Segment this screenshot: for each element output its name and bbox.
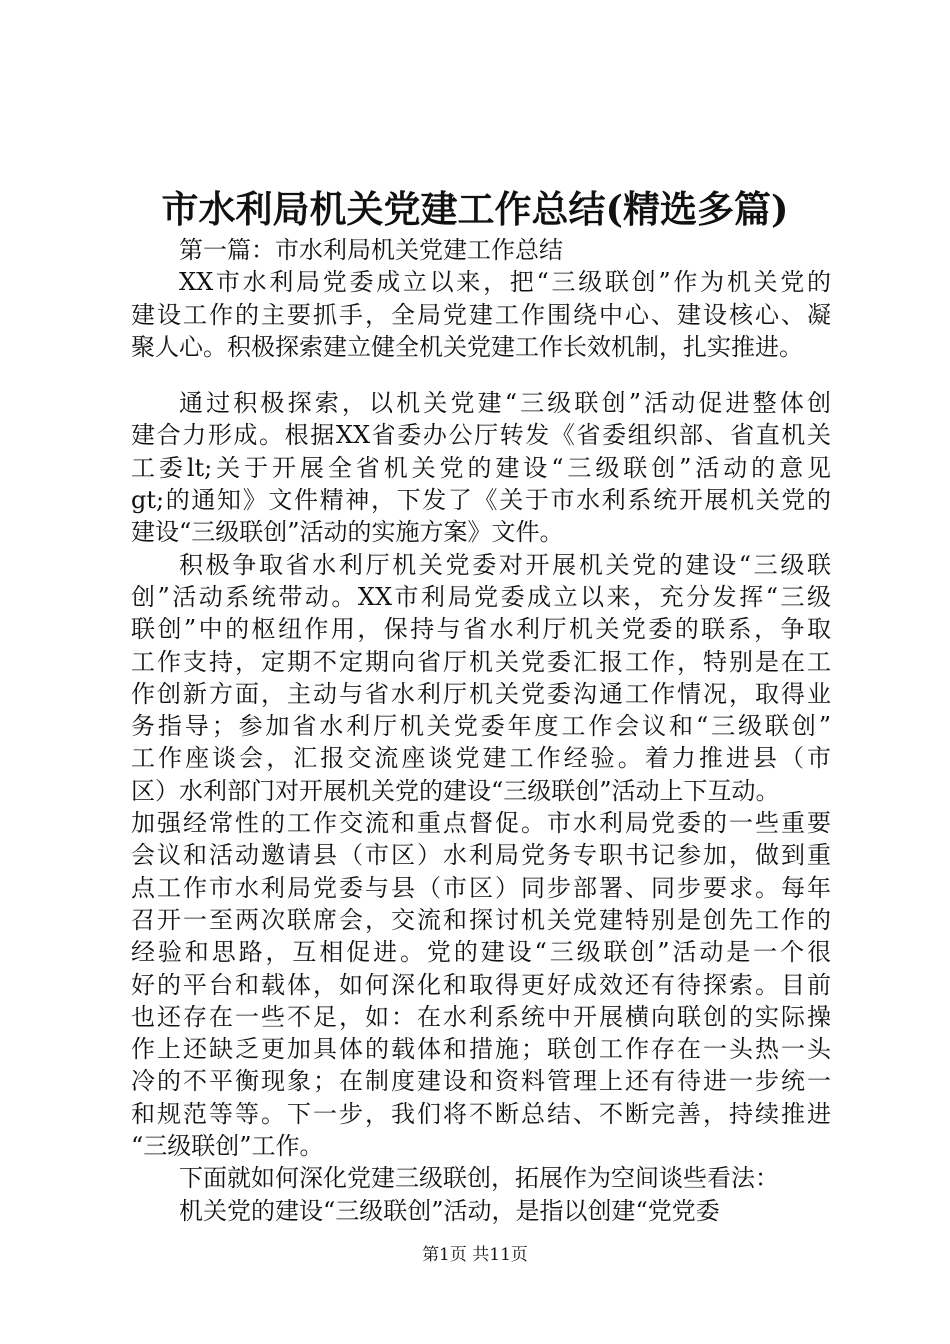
paragraph-line: 冷的不平衡现象；在制度建设和资料管理上还有待进一步统一 [131, 1067, 831, 1096]
paragraph-line: 经验和思路，互相促进。党的建设“三级联创”活动是一个很 [131, 938, 831, 967]
paragraph-line: 下面就如何深化党建三级联创，拓展作为空间谈些看法： [179, 1164, 779, 1193]
document-title: 市水利局机关党建工作总结(精选多篇) [161, 187, 789, 231]
document-body [131, 234, 831, 1227]
paragraph-line: 务指导；参加省水利厅机关党委年度工作会议和“三级联创” [131, 712, 831, 741]
paragraph-line: 加强经常性的工作交流和重点督促。市水利局党委的一些重要 [131, 809, 831, 838]
paragraph-line: 通过积极探索，以机关党建“三级联创”活动促进整体创 [179, 389, 831, 418]
paragraph-line: 机关党的建设“三级联创”活动，是指以创建“党党委 [179, 1196, 720, 1225]
paragraph-line: 工作支持，定期不定期向省厅机关党委汇报工作，特别是在工 [131, 647, 831, 676]
paragraph-line: 建设工作的主要抓手，全局党建工作围绕中心、建设核心、凝 [131, 300, 831, 329]
page-footer: 第1页 共11页 [422, 1245, 528, 1265]
paragraph-line: 作创新方面，主动与省水利厅机关党委沟通工作情况，取得业 [131, 679, 831, 708]
paragraph-line: 创”活动系统带动。XX市利局党委成立以来，充分发挥“三级 [131, 582, 831, 611]
paragraph-line: 工作座谈会，汇报交流座谈党建工作经验。着力推进县（市 [131, 744, 831, 773]
paragraph-line: 会议和活动邀请县（市区）水利局党务专职书记参加，做到重 [131, 841, 831, 870]
paragraph-line: gt;的通知》文件精神，下发了《关于市水利系统开展机关党的 [131, 486, 831, 515]
paragraph-line: 建合力形成。根据XX省委办公厅转发《省委组织部、省直机关 [131, 421, 831, 450]
paragraph-gap [131, 363, 831, 387]
paragraph-line: 积极争取省水利厅机关党委对开展机关党的建设“三级联 [179, 550, 831, 579]
paragraph-line: “三级联创”工作。 [131, 1132, 324, 1161]
paragraph-line: 好的平台和载体，如何深化和取得更好成效还有待探索。目前 [131, 970, 831, 999]
section-heading: 第一篇：市水利局机关党建工作总结 [179, 236, 563, 264]
paragraph-line: 也还存在一些不足，如：在水利系统中开展横向联创的实际操 [131, 1002, 831, 1031]
paragraph-line: 和规范等等。下一步，我们将不断总结、不断完善，持续推进 [131, 1099, 831, 1128]
paragraph-line: 建设“三级联创”活动的实施方案》文件。 [131, 518, 564, 547]
paragraph-line: 区）水利部门对开展机关党的建设“三级联创”活动上下互动。 [131, 776, 780, 805]
paragraph-line: 点工作市水利局党委与县（市区）同步部署、同步要求。每年 [131, 873, 831, 902]
paragraph-line: 联创”中的枢纽作用，保持与省水利厅机关党委的联系，争取 [131, 615, 831, 644]
paragraph-line: 工委lt;关于开展全省机关党的建设“三级联创”活动的意见 [131, 453, 831, 482]
paragraph-line: 作上还缺乏更加具体的载体和措施；联创工作存在一头热一头 [131, 1035, 831, 1064]
paragraph-line: 聚人心。积极探索建立健全机关党建工作长效机制，扎实推进。 [131, 332, 803, 361]
paragraph-line: XX市水利局党委成立以来，把“三级联创”作为机关党的 [179, 268, 831, 297]
paragraph-line: 召开一至两次联席会，交流和探讨机关党建特别是创先工作的 [131, 905, 831, 934]
